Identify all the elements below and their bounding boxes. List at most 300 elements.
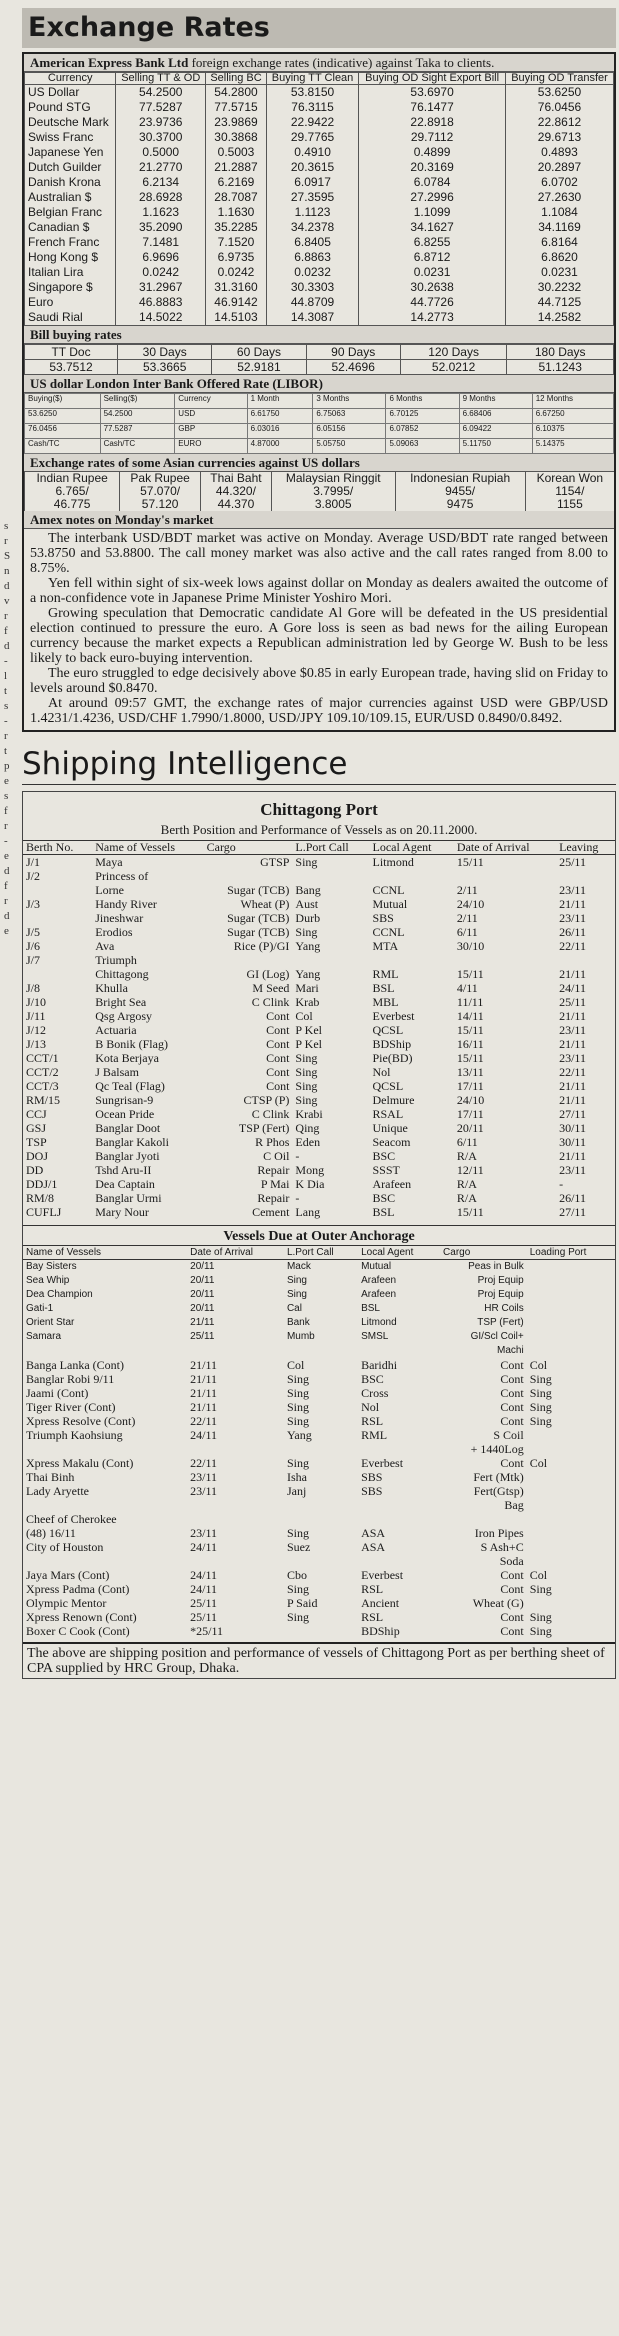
berth-cell (292, 953, 369, 967)
notes-paragraph: The euro struggled to edge decisively above $0.85 in early European trade, having slid on Friday to levels around $0.8470. (30, 666, 608, 696)
fx-cell: 53.6970 (359, 85, 506, 101)
strip-letter: d (4, 640, 10, 652)
anchorage-cell (358, 1554, 440, 1568)
berth-cell: Princess of (95, 869, 149, 883)
anchorage-row (23, 1498, 615, 1512)
anchorage-column-header: Loading Port (527, 1246, 615, 1260)
asian-header-cell: Thai Baht (200, 472, 271, 485)
anchorage-cell: Cbo (286, 1568, 307, 1582)
libor-cell: 6.70125 (386, 409, 459, 424)
notes-paragraph: Yen fell within sight of six-week lows against dollar on Monday as dealers awaited the outcome of a non-confidence vote in Japanese Prime Minister Yoshiro Mori. (30, 576, 608, 606)
berth-cell: Repair (257, 1163, 290, 1177)
anchorage-cell: City of Houston (26, 1540, 104, 1554)
anchorage-cell (23, 1344, 187, 1358)
anchorage-cell: Sing (529, 1372, 552, 1386)
anchorage-cell: Cont (500, 1358, 524, 1372)
anchorage-cell (187, 1344, 284, 1358)
berth-cell: J Balsam (95, 1065, 139, 1079)
strip-letter: e (4, 925, 9, 937)
anchorage-row (23, 1568, 615, 1582)
berth-cell: Triumph (95, 953, 137, 967)
asian-value-cell: 57.120 (120, 498, 201, 511)
berth-cell: M Seed (252, 981, 290, 995)
strip-letter: s (4, 700, 9, 712)
fx-cell: 44.7125 (506, 295, 614, 310)
berth-cell: R Phos (255, 1135, 290, 1149)
berth-cell: 26/11 (559, 1191, 586, 1205)
berth-cell: Durb (295, 911, 321, 925)
anchorage-cell: 23/11 (190, 1484, 218, 1498)
berth-cell: Qing (295, 1121, 320, 1135)
libor-cell: GBP (175, 424, 247, 439)
anchorage-cell: Cont (500, 1624, 524, 1638)
anchorage-cell: Banglar Robi 9/11 (26, 1372, 115, 1386)
anchorage-column-header: Cargo (440, 1246, 527, 1260)
anchorage-row (23, 1512, 615, 1526)
berth-cell: 30/11 (559, 1135, 586, 1149)
anchorage-cell (527, 1302, 615, 1316)
anchorage-cell: 25/11 (190, 1331, 215, 1342)
bill-buying-table (24, 344, 614, 375)
anchorage-cell: Boxer C Cook (Cont) (26, 1624, 130, 1638)
fx-column-header: Buying OD Transfer (506, 73, 614, 85)
berth-cell: P Mai (260, 1177, 290, 1191)
fx-cell: 6.2169 (206, 175, 267, 190)
berth-column-header: Cargo (204, 841, 293, 855)
amex-title-bold: American Express Bank Ltd (30, 55, 189, 70)
berth-cell: MTA (372, 939, 399, 953)
berth-cell: Qc Teal (Flag) (95, 1079, 165, 1093)
libor-header-cell: Selling($) (100, 394, 175, 409)
fx-cell: Danish Krona (25, 175, 116, 190)
fx-cell: 30.2638 (359, 280, 506, 295)
berth-cell: 21/11 (559, 897, 586, 911)
berth-cell: R/A (456, 1149, 477, 1163)
anchorage-cell: 24/11 (190, 1428, 218, 1442)
anchorage-cell (527, 1470, 615, 1484)
fx-cell: 14.5103 (206, 310, 267, 326)
berth-cell: Yang (295, 939, 321, 953)
anchorage-cell: Cont (500, 1568, 524, 1582)
strip-letter: p (4, 760, 10, 772)
fx-cell: 30.3868 (206, 130, 267, 145)
bill-value-cell: 52.4696 (306, 360, 400, 375)
berth-cell: Everbest (372, 1009, 415, 1023)
fx-cell: 29.7765 (266, 130, 358, 145)
strip-letter: r (4, 820, 8, 832)
anchorage-cell: Sing (286, 1386, 309, 1400)
anchorage-cell: RSL (361, 1414, 384, 1428)
asian-value-cell: 9455/ (395, 485, 525, 498)
fx-cell: 34.1627 (359, 220, 506, 235)
fx-cell: 1.1123 (266, 205, 358, 220)
berth-cell: 20/11 (456, 1121, 484, 1135)
asian-value-cell: 1154/ (525, 485, 614, 498)
strip-letter: d (4, 865, 10, 877)
anchorage-row (23, 1470, 615, 1484)
berth-cell: 30/10 (456, 939, 485, 953)
anchorage-cell: 20/11 (190, 1289, 215, 1300)
anchorage-cell: Mumb (286, 1331, 315, 1342)
berth-cell: Unique (372, 1121, 408, 1135)
fx-row (25, 130, 614, 145)
fx-row (25, 310, 614, 326)
berth-cell: Qsg Argosy (95, 1009, 153, 1023)
anchorage-row (23, 1344, 615, 1358)
fx-row (25, 205, 614, 220)
anchorage-cell: Peas in Bulk (468, 1261, 524, 1272)
strip-letter: f (4, 805, 8, 817)
anchorage-row (23, 1330, 615, 1344)
asian-currencies-title: Exchange rates of some Asian currencies against US dollars (24, 454, 614, 472)
fx-cell: 1.1630 (206, 205, 267, 220)
fx-cell: 44.8709 (266, 295, 358, 310)
asian-value-cell: 1155 (525, 498, 614, 511)
fx-cell: 23.9869 (206, 115, 267, 130)
bill-header-cell: TT Doc (25, 345, 118, 360)
anchorage-cell: Bay Sisters (26, 1261, 77, 1272)
anchorage-cell: Wheat (G) (472, 1596, 524, 1610)
bill-value-cell: 51.1243 (507, 360, 614, 375)
berth-cell (454, 953, 556, 967)
anchorage-cell: Everbest (361, 1456, 404, 1470)
berth-cell: Mutual (372, 897, 408, 911)
strip-letter: l (4, 670, 8, 682)
anchorage-cell: Sing (286, 1372, 309, 1386)
strip-letter: s (4, 790, 9, 802)
libor-cell: 76.0456 (25, 424, 101, 439)
berth-row (23, 1191, 615, 1205)
anchorage-cell: Fert (Mtk) (473, 1470, 524, 1484)
berth-row (23, 1163, 615, 1177)
notes-paragraph: Growing speculation that Democratic candidate Al Gore will be defeated in the US presidential election continued to pressure the euro. A Gore loss is seen as bad news for the ailing European currency because the market expects a Republican administration led by George W. Bush to be less likely to back euro-buying intervention. (30, 606, 608, 666)
berth-cell: 2/11 (456, 883, 478, 897)
fx-row (25, 265, 614, 280)
amex-title (24, 54, 614, 72)
strip-letter: d (4, 580, 10, 592)
anchorage-cell: Banga Lanka (Cont) (26, 1358, 124, 1372)
anchorage-cell: Sing (529, 1582, 552, 1596)
anchorage-row (23, 1610, 615, 1624)
berth-cell: GI (Log) (246, 967, 290, 981)
berth-cell: Sing (295, 925, 318, 939)
berth-cell: BSC (372, 1191, 396, 1205)
anchorage-cell (284, 1624, 358, 1638)
berth-row (23, 995, 615, 1009)
notes-paragraph: The interbank USD/BDT market was active on Monday. Average USD/BDT rate ranged between 53.8750 and 53.8800. The call money market was also active and the call rates ranged from 8.00 to 8.75%. (30, 531, 608, 576)
berth-row (23, 967, 615, 981)
fx-column-header: Currency (25, 73, 116, 85)
berth-cell: Mari (295, 981, 319, 995)
asian-value-cell: 9475 (395, 498, 525, 511)
adjacent-column-strip (0, 0, 20, 2336)
berth-cell: 21/11 (559, 1093, 586, 1107)
berth-cell: MBL (372, 995, 399, 1009)
fx-cell: 14.2773 (359, 310, 506, 326)
fx-cell: 53.6250 (506, 85, 614, 101)
anchorage-cell (23, 1442, 187, 1456)
bill-header-cell: 180 Days (507, 345, 614, 360)
berth-cell: 15/11 (456, 1205, 484, 1219)
anchorage-cell (527, 1540, 615, 1554)
libor-cell: 6.03016 (247, 424, 313, 439)
berth-cell: Mong (295, 1163, 325, 1177)
berth-cell: Litmond (372, 855, 414, 869)
berth-cell: Cont (266, 1079, 290, 1093)
berth-cell: CCT/3 (26, 1079, 59, 1093)
anchorage-cell: Sing (286, 1275, 307, 1286)
berth-column-header: Name of Vessels (92, 841, 203, 855)
anchorage-cell: Xpress Resolve (Cont) (26, 1414, 136, 1428)
berth-cell: DOJ (26, 1149, 49, 1163)
libor-header-cell: 9 Months (459, 394, 532, 409)
asian-value-cell: 3.7995/ (271, 485, 395, 498)
berth-cell: 21/11 (559, 1149, 586, 1163)
anchorage-row (23, 1288, 615, 1302)
fx-cell: 7.1520 (206, 235, 267, 250)
fx-cell: 0.5000 (116, 145, 206, 160)
strip-letter: e (4, 775, 9, 787)
fx-cell: 0.0242 (116, 265, 206, 280)
fx-row (25, 160, 614, 175)
fx-column-header: Selling BC (206, 73, 267, 85)
anchorage-cell: 24/11 (190, 1540, 218, 1554)
berth-cell: Mary Nour (95, 1205, 149, 1219)
anchorage-cell: Baridhi (361, 1358, 398, 1372)
anchorage-cell: 21/11 (190, 1372, 218, 1386)
libor-cell: USD (175, 409, 247, 424)
berth-cell: Jineshwar (95, 911, 144, 925)
libor-cell: 6.68406 (459, 409, 532, 424)
anchorage-cell: Xpress Makalu (Cont) (26, 1456, 134, 1470)
berth-cell: Maya (95, 855, 123, 869)
anchorage-cell: Proj Equip (477, 1289, 524, 1300)
anchorage-row (23, 1260, 615, 1275)
berth-cell: 23/11 (559, 911, 586, 925)
anchorage-row (23, 1316, 615, 1330)
fx-cell: 21.2770 (116, 160, 206, 175)
anchorage-cell: Arafeen (361, 1289, 397, 1300)
fx-cell: French Franc (25, 235, 116, 250)
berth-cell: CCJ (26, 1107, 47, 1121)
anchorage-cell: Cont (500, 1582, 524, 1596)
anchorage-cell: BSL (361, 1303, 380, 1314)
fx-cell: Japanese Yen (25, 145, 116, 160)
fx-cell: 7.1481 (116, 235, 206, 250)
amex-notes-body (24, 529, 614, 730)
anchorage-cell: Mutual (361, 1261, 392, 1272)
anchorage-cell: Col (529, 1456, 548, 1470)
anchorage-cell: Fert(Gtsp) (473, 1484, 524, 1498)
anchorage-cell: Sing (286, 1610, 309, 1624)
anchorage-cell (527, 1316, 615, 1330)
berth-row (23, 1121, 615, 1135)
berth-cell: 2/11 (456, 911, 478, 925)
anchorage-cell: Bag (504, 1498, 524, 1512)
anchorage-cell (527, 1288, 615, 1302)
anchorage-cell: Sing (286, 1289, 307, 1300)
anchorage-cell: 20/11 (190, 1303, 215, 1314)
berth-cell: TSP (26, 1135, 47, 1149)
fx-cell: 6.9696 (116, 250, 206, 265)
bill-value-cell: 53.3665 (118, 360, 212, 375)
berth-row (23, 1079, 615, 1093)
fx-cell: 76.0456 (506, 100, 614, 115)
anchorage-cell (284, 1498, 358, 1512)
asian-value-cell: 3.8005 (271, 498, 395, 511)
anchorage-row (23, 1274, 615, 1288)
berth-row (23, 1205, 615, 1219)
berth-cell: Actuaria (95, 1023, 137, 1037)
strip-letter: r (4, 895, 8, 907)
anchorage-row (23, 1400, 615, 1414)
fx-cell: 76.3115 (266, 100, 358, 115)
berth-cell: K Dia (295, 1177, 325, 1191)
libor-cell: 53.6250 (25, 409, 101, 424)
berth-row (23, 1051, 615, 1065)
libor-cell: EURO (175, 439, 247, 454)
libor-cell: 6.75063 (313, 409, 386, 424)
berth-cell: CTSP (P) (243, 1093, 290, 1107)
anchorage-cell: 21/11 (190, 1317, 215, 1328)
anchorage-cell: 23/11 (190, 1470, 218, 1484)
fx-row (25, 280, 614, 295)
fx-cell: Belgian Franc (25, 205, 116, 220)
anchorage-cell: *25/11 (190, 1624, 224, 1638)
anchorage-cell: Cont (500, 1372, 524, 1386)
exchange-rates-heading: Exchange Rates (22, 8, 616, 48)
berth-cell: Cont (266, 1009, 290, 1023)
anchorage-cell: Lady Aryette (26, 1484, 89, 1498)
fx-cell: 22.8612 (506, 115, 614, 130)
fx-row (25, 100, 614, 115)
fx-cell: 6.8164 (506, 235, 614, 250)
berth-cell: 15/11 (456, 1051, 484, 1065)
fx-cell: 54.2800 (206, 85, 267, 101)
libor-title: US dollar London Inter Bank Offered Rate (LIBOR) (24, 375, 614, 393)
berth-cell: Cont (266, 1037, 290, 1051)
anchorage-cell: 25/11 (190, 1596, 218, 1610)
fx-cell: 77.5287 (116, 100, 206, 115)
fx-column-header: Buying TT Clean (266, 73, 358, 85)
asian-value-cell: 6.765/ (25, 485, 120, 498)
anchorage-cell (527, 1498, 615, 1512)
asian-header-cell: Malaysian Ringgit (271, 472, 395, 485)
anchorage-cell: Isha (286, 1470, 307, 1484)
berth-cell: 25/11 (559, 995, 586, 1009)
berth-cell: Krab (295, 995, 320, 1009)
anchorage-cell (527, 1330, 615, 1344)
fx-cell: 22.8918 (359, 115, 506, 130)
anchorage-cell: Bank (286, 1317, 310, 1328)
berth-cell: Ocean Pride (95, 1107, 155, 1121)
fx-row (25, 190, 614, 205)
berth-row (23, 1135, 615, 1149)
fx-cell: 6.8620 (506, 250, 614, 265)
anchorage-cell (284, 1442, 358, 1456)
berth-cell: 22/11 (559, 939, 586, 953)
shipping-intelligence-heading: Shipping Intelligence (22, 744, 616, 785)
anchorage-row (23, 1540, 615, 1554)
berth-cell (556, 869, 615, 883)
berth-cell (454, 869, 556, 883)
fx-column-header: Buying OD Sight Export Bill (359, 73, 506, 85)
berth-column-header: Date of Arrival (454, 841, 556, 855)
anchorage-cell: Iron Pipes (474, 1526, 524, 1540)
fx-cell: 0.0231 (359, 265, 506, 280)
berth-cell: BSL (372, 1205, 395, 1219)
fx-cell: 14.3087 (266, 310, 358, 326)
fx-cell: 30.3303 (266, 280, 358, 295)
berth-row (23, 1037, 615, 1051)
libor-cell: 54.2500 (100, 409, 175, 424)
fx-cell: 21.2887 (206, 160, 267, 175)
berth-cell: J/1 (26, 855, 41, 869)
anchorage-cell (187, 1498, 284, 1512)
fx-cell: 20.2897 (506, 160, 614, 175)
strip-letter: r (4, 535, 8, 547)
strip-letter: t (4, 685, 8, 697)
bill-value-cell: 52.9181 (212, 360, 306, 375)
anchorage-cell (23, 1554, 187, 1568)
berth-cell: B Bonik (Flag) (95, 1037, 168, 1051)
anchorage-row (23, 1596, 615, 1610)
anchorage-cell: ASA (361, 1540, 386, 1554)
berth-cell: 13/11 (456, 1065, 484, 1079)
berth-column-header: Berth No. (23, 841, 92, 855)
berth-cell: P Kel (295, 1037, 322, 1051)
berth-cell: 16/11 (456, 1037, 484, 1051)
berth-cell: CCNL (372, 925, 405, 939)
berth-cell: J/12 (26, 1023, 47, 1037)
fx-cell: 27.2630 (506, 190, 614, 205)
berth-row (23, 897, 615, 911)
berth-row (23, 911, 615, 925)
berth-cell: RSAL (372, 1107, 404, 1121)
shipping-footer-note: The above are shipping position and performance of vessels of Chittagong Port as per berthing sheet of CPA supplied by HRC Group, Dhaka. (23, 1642, 615, 1678)
berth-cell: Ava (95, 939, 115, 953)
berth-cell: C Clink (251, 995, 290, 1009)
fx-cell: Singapore $ (25, 280, 116, 295)
anchorage-cell: Cheef of Cherokee (26, 1512, 117, 1526)
berth-cell: Seacom (372, 1135, 411, 1149)
berth-cell: Sing (295, 1051, 318, 1065)
anchorage-cell: Orient Star (26, 1317, 75, 1328)
anchorage-column-header: L.Port Call (284, 1246, 358, 1260)
fx-cell: 0.0242 (206, 265, 267, 280)
berth-column-header: Leaving (556, 841, 615, 855)
fx-cell: 35.2090 (116, 220, 206, 235)
strip-letter: d (4, 910, 10, 922)
anchorage-cell: Cross (361, 1386, 389, 1400)
anchorage-cell: Col (286, 1358, 305, 1372)
berth-cell: CCT/1 (26, 1051, 59, 1065)
anchorage-cell: 24/11 (190, 1582, 218, 1596)
fx-row (25, 295, 614, 310)
berth-cell: QCSL (372, 1079, 404, 1093)
anchorage-cell: SBS (361, 1484, 383, 1498)
berth-cell: 24/10 (456, 897, 485, 911)
anchorage-cell: Sing (286, 1526, 309, 1540)
libor-cell: 6.09422 (459, 424, 532, 439)
anchorage-row (23, 1456, 615, 1470)
anchorage-cell: Soda (499, 1554, 524, 1568)
fx-cell: 27.2996 (359, 190, 506, 205)
anchorage-cell: Jaya Mars (Cont) (26, 1568, 110, 1582)
notes-paragraph: At around 09:57 GMT, the exchange rates of major currencies against USD were GBP/USD 1.4231/1.4236, USD/CHF 1.7990/1.8000, USD/JPY 109.10/109.15, EUR/USD 0.8490/0.8492. (30, 696, 608, 726)
anchorage-cell: 20/11 (190, 1275, 215, 1286)
fx-cell: Euro (25, 295, 116, 310)
